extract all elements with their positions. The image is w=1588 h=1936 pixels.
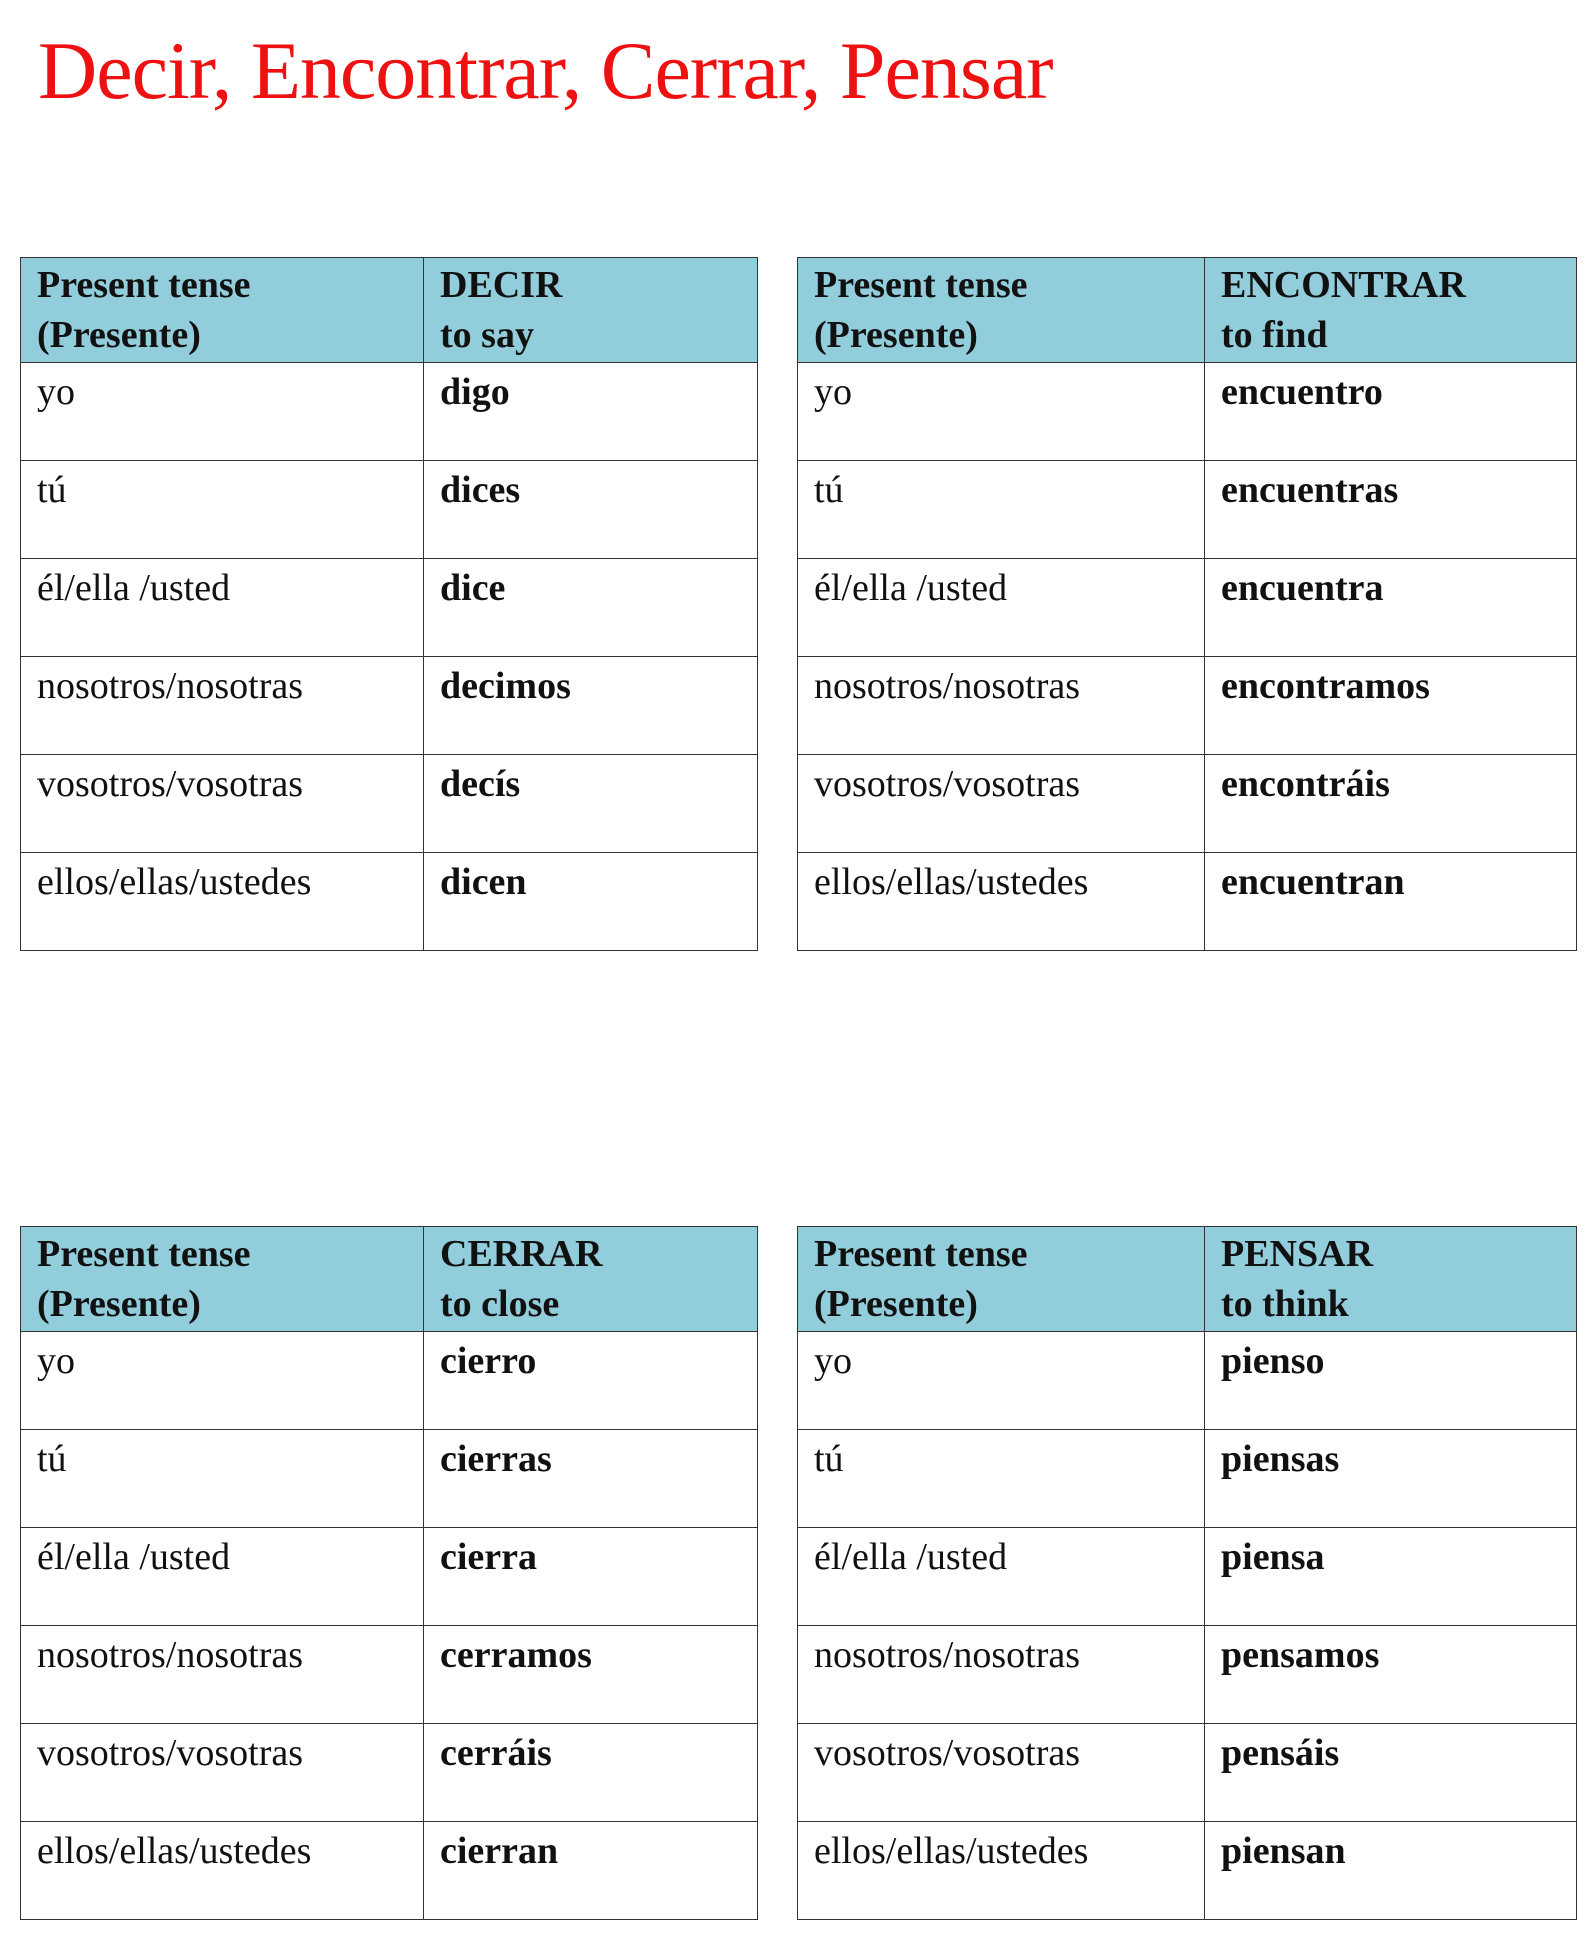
conjugation-table-encontrar xyxy=(797,257,1577,951)
pronoun-cell: ellos/ellas/ustedes xyxy=(798,1822,1205,1920)
table-row xyxy=(21,1724,758,1822)
tense-label-es: (Presente) xyxy=(814,314,978,356)
verb-header-cell xyxy=(424,258,758,363)
tense-header-cell xyxy=(798,258,1205,363)
table-row xyxy=(21,1332,758,1430)
table-row xyxy=(21,461,758,559)
tense-header-cell xyxy=(798,1227,1205,1332)
conjugated-form-cell: pensáis xyxy=(1205,1724,1577,1822)
pronoun-cell: tú xyxy=(798,1430,1205,1528)
table-row xyxy=(798,1332,1577,1430)
table-row xyxy=(798,363,1577,461)
table-row xyxy=(21,363,758,461)
conjugated-form-cell: cierran xyxy=(424,1822,758,1920)
conjugated-form-cell: decís xyxy=(424,755,758,853)
table-row xyxy=(21,1528,758,1626)
table-row xyxy=(798,1528,1577,1626)
verb-header-cell xyxy=(424,1227,758,1332)
conjugated-form-cell: pienso xyxy=(1205,1332,1577,1430)
verb-header-cell xyxy=(1205,258,1577,363)
conjugated-form-cell: encuentran xyxy=(1205,853,1577,951)
pronoun-cell: tú xyxy=(798,461,1205,559)
conjugated-form-cell: piensa xyxy=(1205,1528,1577,1626)
table-row xyxy=(798,657,1577,755)
tense-label-es: (Presente) xyxy=(814,1283,978,1325)
conjugated-form-cell: cierra xyxy=(424,1528,758,1626)
table-row xyxy=(21,755,758,853)
table-row xyxy=(21,1626,758,1724)
tense-label-es: (Presente) xyxy=(37,314,201,356)
header-row xyxy=(21,258,758,363)
conjugated-form-cell: encuentro xyxy=(1205,363,1577,461)
pronoun-cell: vosotros/vosotras xyxy=(21,1724,424,1822)
pronoun-cell: nosotros/nosotras xyxy=(21,657,424,755)
table-row xyxy=(798,1724,1577,1822)
header-row xyxy=(798,1227,1577,1332)
pronoun-cell: nosotros/nosotras xyxy=(798,1626,1205,1724)
conjugated-form-cell: encuentra xyxy=(1205,559,1577,657)
table-row xyxy=(798,1430,1577,1528)
conjugated-form-cell: pensamos xyxy=(1205,1626,1577,1724)
verb-infinitive: DECIR xyxy=(440,264,563,306)
conjugated-form-cell: encontramos xyxy=(1205,657,1577,755)
tense-header-cell xyxy=(21,1227,424,1332)
conjugated-form-cell: cerráis xyxy=(424,1724,758,1822)
pronoun-cell: nosotros/nosotras xyxy=(798,657,1205,755)
pronoun-cell: ellos/ellas/ustedes xyxy=(798,853,1205,951)
table-row xyxy=(798,559,1577,657)
pronoun-cell: yo xyxy=(21,363,424,461)
header-row xyxy=(21,1227,758,1332)
verb-header-cell xyxy=(1205,1227,1577,1332)
conjugated-form-cell: cierras xyxy=(424,1430,758,1528)
verb-infinitive: ENCONTRAR xyxy=(1221,264,1466,306)
table-row xyxy=(21,559,758,657)
pronoun-cell: él/ella /usted xyxy=(798,559,1205,657)
pronoun-cell: vosotros/vosotras xyxy=(798,755,1205,853)
conjugation-table-pensar xyxy=(797,1226,1577,1920)
conjugated-form-cell: encuentras xyxy=(1205,461,1577,559)
tense-header-cell xyxy=(21,258,424,363)
verb-infinitive: PENSAR xyxy=(1221,1233,1374,1275)
pronoun-cell: nosotros/nosotras xyxy=(21,1626,424,1724)
conjugated-form-cell: encontráis xyxy=(1205,755,1577,853)
conjugated-form-cell: digo xyxy=(424,363,758,461)
table-row xyxy=(798,755,1577,853)
conjugated-form-cell: dicen xyxy=(424,853,758,951)
conjugated-form-cell: piensan xyxy=(1205,1822,1577,1920)
verb-meaning: to say xyxy=(440,314,534,356)
pronoun-cell: tú xyxy=(21,1430,424,1528)
pronoun-cell: tú xyxy=(21,461,424,559)
pronoun-cell: yo xyxy=(21,1332,424,1430)
tense-label: Present tense xyxy=(814,264,1028,306)
conjugated-form-cell: decimos xyxy=(424,657,758,755)
table-row xyxy=(798,461,1577,559)
pronoun-cell: ellos/ellas/ustedes xyxy=(21,853,424,951)
tense-label: Present tense xyxy=(37,1233,251,1275)
table-row xyxy=(798,1822,1577,1920)
table-row xyxy=(21,853,758,951)
pronoun-cell: ellos/ellas/ustedes xyxy=(21,1822,424,1920)
pronoun-cell: él/ella /usted xyxy=(21,559,424,657)
tense-label: Present tense xyxy=(814,1233,1028,1275)
table-row xyxy=(21,1822,758,1920)
table-row xyxy=(798,853,1577,951)
tense-label-es: (Presente) xyxy=(37,1283,201,1325)
verb-meaning: to find xyxy=(1221,314,1328,356)
conjugated-form-cell: piensas xyxy=(1205,1430,1577,1528)
conjugated-form-cell: cerramos xyxy=(424,1626,758,1724)
verb-meaning: to close xyxy=(440,1283,560,1325)
conjugation-table-cerrar xyxy=(20,1226,758,1920)
verb-infinitive: CERRAR xyxy=(440,1233,603,1275)
verb-meaning: to think xyxy=(1221,1283,1349,1325)
pronoun-cell: él/ella /usted xyxy=(798,1528,1205,1626)
tense-label: Present tense xyxy=(37,264,251,306)
conjugation-table-decir xyxy=(20,257,758,951)
conjugated-form-cell: dices xyxy=(424,461,758,559)
pronoun-cell: yo xyxy=(798,1332,1205,1430)
conjugated-form-cell: dice xyxy=(424,559,758,657)
pronoun-cell: yo xyxy=(798,363,1205,461)
pronoun-cell: vosotros/vosotras xyxy=(21,755,424,853)
table-row xyxy=(21,657,758,755)
table-row xyxy=(798,1626,1577,1724)
page-title: Decir, Encontrar, Cerrar, Pensar xyxy=(38,25,1053,116)
table-row xyxy=(21,1430,758,1528)
header-row xyxy=(798,258,1577,363)
pronoun-cell: él/ella /usted xyxy=(21,1528,424,1626)
conjugated-form-cell: cierro xyxy=(424,1332,758,1430)
pronoun-cell: vosotros/vosotras xyxy=(798,1724,1205,1822)
